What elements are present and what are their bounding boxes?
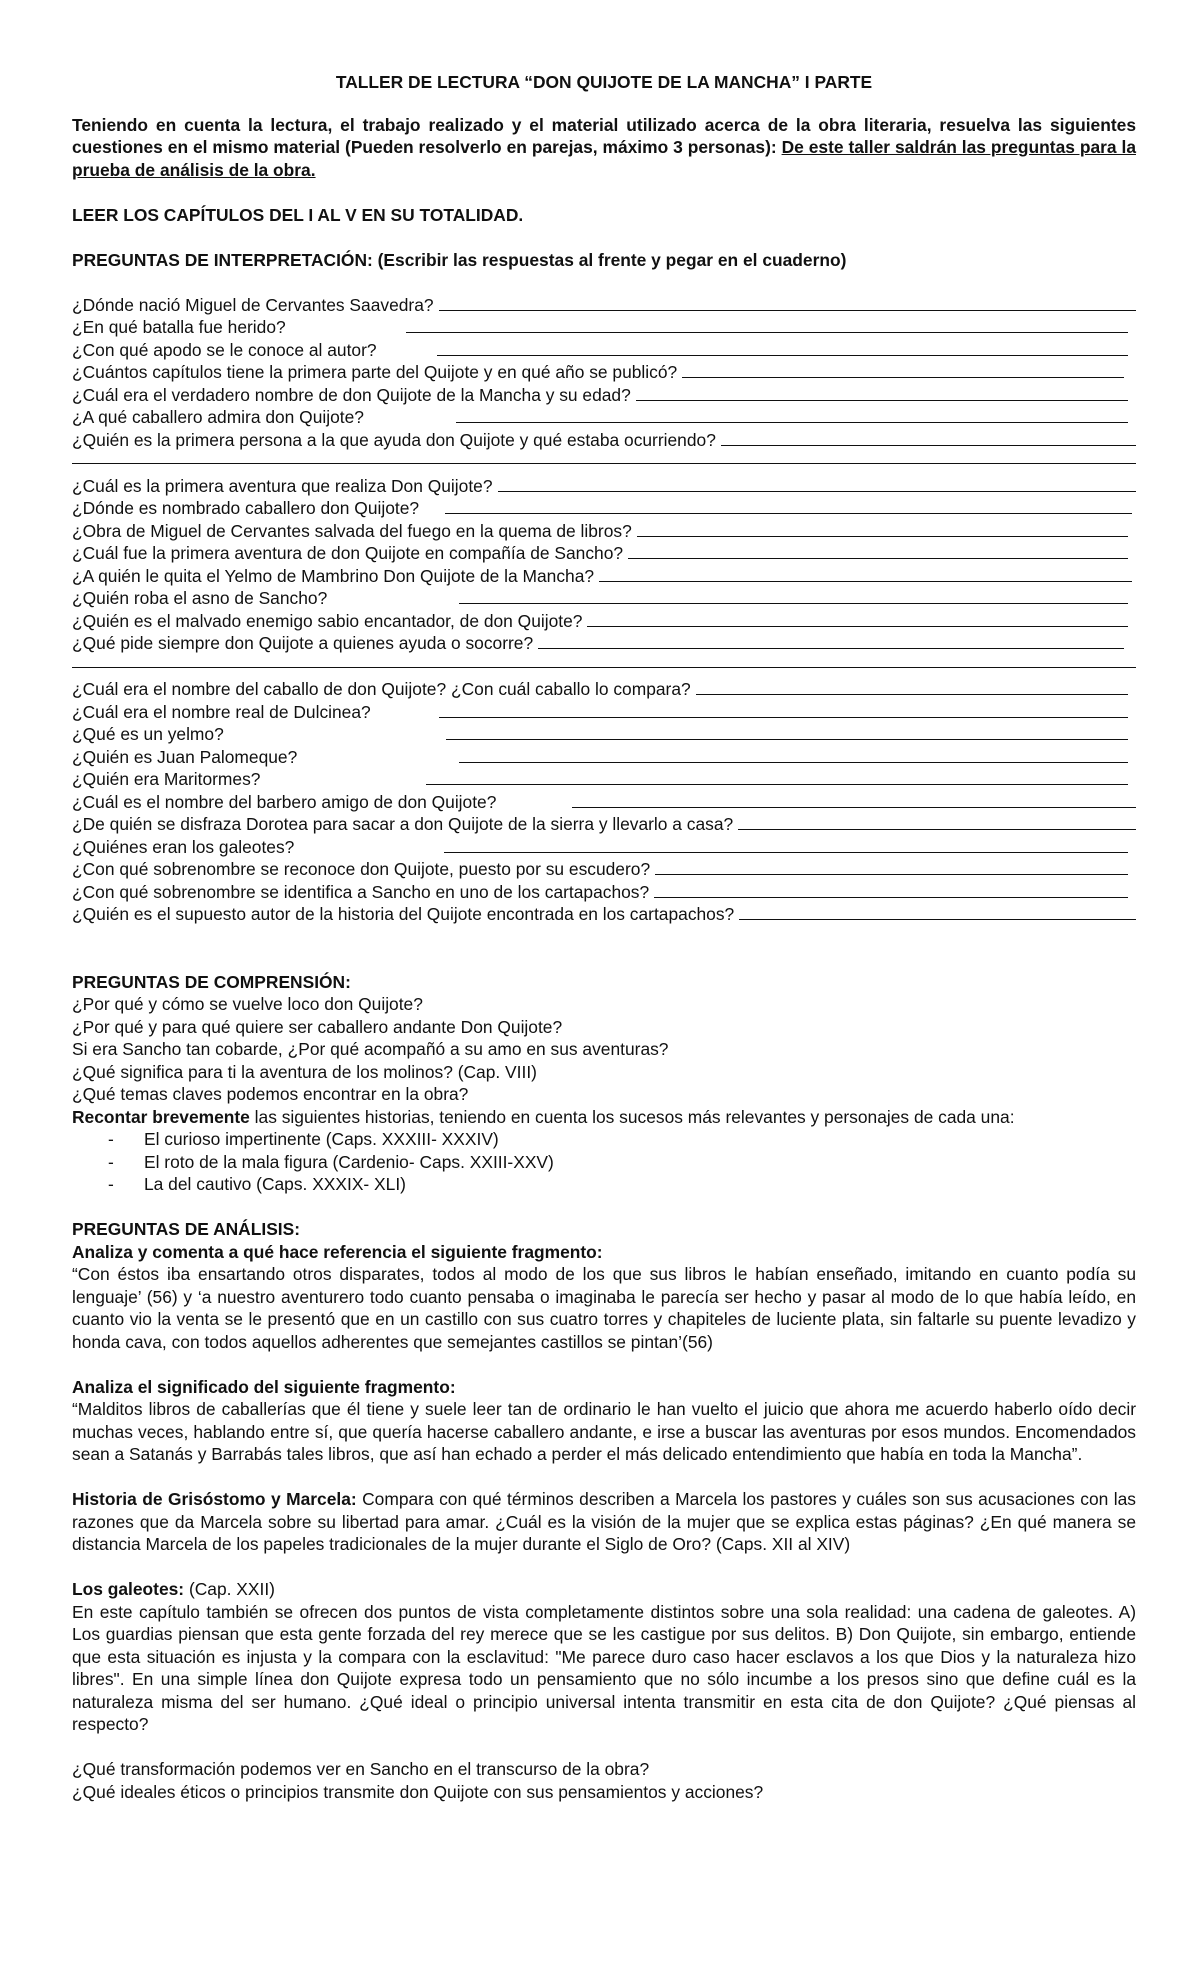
- answer-line[interactable]: [739, 903, 1136, 920]
- list-item: [72, 1173, 1136, 1196]
- question-row: [72, 791, 1136, 814]
- section-label: Historia de Grisóstomo y Marcela:: [72, 1489, 357, 1509]
- question-row: [72, 701, 1136, 724]
- story-list: [72, 1128, 1136, 1196]
- final-question: ¿Qué ideales éticos o principios transmite don Quijote con sus pensamientos y acciones?: [72, 1781, 764, 1802]
- question-text: ¿Qué pide siempre don Quijote a quienes ayuda o socorre?: [72, 633, 534, 653]
- story-title: El roto de la mala figura (Cardenio- Caps. XXIII-XXV): [144, 1151, 554, 1172]
- answer-line-full[interactable]: [72, 655, 1136, 668]
- question-text: ¿Dónde es nombrado caballero don Quijote?: [72, 498, 420, 518]
- comprehension-question: ¿Por qué y para qué quiere ser caballero andante Don Quijote?: [72, 1016, 563, 1037]
- question-text: ¿Cuál era el nombre real de Dulcinea?: [72, 701, 371, 722]
- question-text: ¿Con qué sobrenombre se reconoce don Quijote, puesto por su escudero?: [72, 859, 651, 879]
- answer-line[interactable]: [587, 610, 1128, 627]
- question-row: [72, 610, 1136, 633]
- comprehension-question: ¿Por qué y cómo se vuelve loco don Quijote?: [72, 994, 423, 1014]
- comprehension-heading: PREGUNTAS DE COMPRENSIÓN:: [72, 971, 351, 992]
- question-text: ¿Con qué sobrenombre se identifica a Sancho en uno de los cartapachos?: [72, 881, 650, 902]
- list-marker: -: [108, 1174, 114, 1194]
- question-row: [72, 565, 1136, 588]
- question-text: ¿Cuál fue la primera aventura de don Quijote en compañía de Sancho?: [72, 543, 624, 563]
- interpretation-questions: [72, 294, 1136, 926]
- analysis-subheading: Analiza el significado del siguiente fragmento:: [72, 1376, 456, 1397]
- section-text: Compara con qué términos describen a Marcela los pastores y cuáles son sus acusaciones con las razones que da Marcela sobre su libertad para amar. ¿Cuál es la visión de la mujer que se explica estas páginas? ¿En qué manera se distancia Marcela de los papeles tradicionales de la mujer durante el Siglo de Oro? (Caps. XII al XIV): [72, 1489, 1136, 1554]
- question-row: [72, 836, 1136, 859]
- question-text: ¿Quién es el supuesto autor de la historia del Quijote encontrada en los cartapachos?: [72, 904, 735, 924]
- question-row: [72, 587, 1136, 610]
- question-text: ¿A quién le quita el Yelmo de Mambrino Don Quijote de la Mancha?: [72, 565, 595, 586]
- list-marker: -: [108, 1151, 114, 1172]
- question-text: ¿Quién es Juan Palomeque?: [72, 746, 298, 767]
- answer-line[interactable]: [445, 497, 1132, 514]
- question-text: ¿Cuál era el nombre del caballo de don Quijote? ¿Con cuál caballo lo compara?: [72, 679, 691, 699]
- list-item: [72, 1151, 1136, 1174]
- question-text: ¿Cuál era el verdadero nombre de don Quijote de la Mancha y su edad?: [72, 384, 631, 405]
- question-text: ¿Quiénes eran los galeotes?: [72, 836, 295, 857]
- question-row: [72, 361, 1136, 384]
- answer-line[interactable]: [655, 858, 1128, 875]
- question-row: [72, 881, 1136, 904]
- question-row: [72, 813, 1136, 836]
- fragment-text: “Con éstos iba ensartando otros disparates, todos al modo de los que sus libros le habían enseñado, imitando en cuanto podía su lenguaje’ (56) y ‘a nuestro aventurero todo cuanto pensaba o imaginaba le parecía ser hecho y pasar al modo de lo que había leído, en cuanto vio la venta se le presentó que en un castillo con sus cuatro torres y chapiteles de luciente plata, sin faltarle su puente levadizo y honda cava, con todos aquellos adherentes que semejantes castillos se pintan’(56): [72, 1264, 1136, 1352]
- question-row: [72, 475, 1136, 498]
- answer-line-full[interactable]: [72, 451, 1136, 464]
- question-text: ¿Obra de Miguel de Cervantes salvada del fuego en la quema de libros?: [72, 520, 632, 541]
- question-text: ¿En qué batalla fue herido?: [72, 317, 286, 337]
- answer-line[interactable]: [721, 429, 1136, 446]
- answer-line[interactable]: [682, 361, 1124, 378]
- question-text: ¿A qué caballero admira don Quijote?: [72, 407, 364, 427]
- list-item: [72, 1128, 1136, 1151]
- analysis-subheading: Analiza y comenta a qué hace referencia el siguiente fragmento:: [72, 1241, 603, 1262]
- answer-line[interactable]: [444, 836, 1128, 853]
- answer-line[interactable]: [437, 339, 1128, 356]
- answer-line[interactable]: [654, 881, 1128, 898]
- question-text: ¿Con qué apodo se le conoce al autor?: [72, 339, 377, 360]
- question-row: [72, 632, 1136, 655]
- answer-line[interactable]: [538, 632, 1124, 649]
- answer-line[interactable]: [599, 565, 1132, 582]
- answer-line[interactable]: [439, 701, 1128, 718]
- page-title: TALLER DE LECTURA “DON QUIJOTE DE LA MANCHA” I PARTE: [335, 72, 873, 92]
- answer-line[interactable]: [637, 520, 1128, 537]
- question-row: [72, 678, 1136, 701]
- answer-line[interactable]: [406, 316, 1128, 333]
- intro-paragraph: [72, 114, 1136, 182]
- answer-line[interactable]: [459, 587, 1128, 604]
- section-label: Los galeotes:: [72, 1579, 185, 1599]
- question-text: ¿Quién roba el asno de Sancho?: [72, 588, 328, 608]
- fragment-text: “Malditos libros de caballerías que él tiene y suele leer tan de ordinario le han vuelto el juicio que ahora me acuerdo haberlo oído decir muchas veces, hablando entre sí, que quería hacerse caballero andante, e irse a buscar las aventuras por esos mundos. Encomendados sean a Satanás y Barrabás tales libros, que así han echado a perder el más delicado entendimiento que había en toda la Mancha”.: [72, 1399, 1136, 1464]
- answer-line[interactable]: [498, 475, 1137, 492]
- answer-line[interactable]: [459, 746, 1128, 763]
- question-row: [72, 768, 1136, 791]
- story-title: El curioso impertinente (Caps. XXXIII- XXXIV): [144, 1129, 499, 1149]
- question-row: [72, 406, 1136, 429]
- question-row: [72, 294, 1136, 317]
- galeotes-text: En este capítulo también se ofrecen dos puntos de vista completamente distintos sobre una sola realidad: una cadena de galeotes. A) Los guardias piensan que esta gente forzada del rey merece que se les castigue por sus delitos. B) Don Quijote, sin embargo, entiende que esta situación es injusta y la compara con la esclavitud: "Me parece duro caso hacer esclavos a los que Dios y la naturaleza hizo libres". En una simple línea don Quijote expresa todo un pensamiento que no sólo incumbe a los presos sino que define cuál es la naturaleza misma del ser humano. ¿Qué ideal o principio universal intenta transmitir en esta cita de don Quijote? ¿Qué piensas al respecto?: [72, 1601, 1136, 1734]
- question-text: ¿De quién se disfraza Dorotea para sacar a don Quijote de la sierra y llevarlo a casa?: [72, 814, 734, 834]
- analysis-heading: PREGUNTAS DE ANÁLISIS:: [72, 1219, 301, 1239]
- recount-text: las siguientes historias, teniendo en cuenta los sucesos más relevantes y personajes de cada una:: [249, 1106, 1015, 1127]
- galeotes-heading: [72, 1578, 1136, 1601]
- question-row: [72, 339, 1136, 362]
- intro-text: Teniendo en cuenta la lectura, el trabajo realizado y el material utilizado acerca de la obra literaria, resuelva las siguientes cuestiones en el mismo material (Pueden resolverlo en parejas, máximo 3 personas):: [72, 114, 1136, 157]
- question-row: [72, 903, 1136, 926]
- recount-instruction: [72, 1106, 1136, 1129]
- recount-label: Recontar brevemente: [72, 1106, 250, 1127]
- answer-line[interactable]: [572, 791, 1136, 808]
- question-text: ¿Cuál es el nombre del barbero amigo de don Quijote?: [72, 791, 497, 812]
- question-row: [72, 384, 1136, 407]
- question-row: [72, 497, 1136, 520]
- question-row: [72, 542, 1136, 565]
- intro-underlined-note: De este taller saldrán las preguntas para la prueba de análisis de la obra.: [72, 137, 1136, 180]
- question-row: [72, 316, 1136, 339]
- question-text: ¿Cuál es la primera aventura que realiza Don Quijote?: [72, 475, 493, 496]
- question-text: ¿Quién era Maritormes?: [72, 769, 261, 789]
- interpretation-heading: PREGUNTAS DE INTERPRETACIÓN: (Escribir las respuestas al frente y pegar en el cuaderno): [72, 249, 847, 270]
- final-question: ¿Qué transformación podemos ver en Sancho en el transcurso de la obra?: [72, 1759, 650, 1779]
- question-text: ¿Quién es la primera persona a la que ayuda don Quijote y qué estaba ocurriendo?: [72, 429, 716, 450]
- comprehension-question: Si era Sancho tan cobarde, ¿Por qué acompañó a su amo en sus aventuras?: [72, 1039, 669, 1059]
- question-row: [72, 723, 1136, 746]
- question-text: ¿Quién es el malvado enemigo sabio encantador, de don Quijote?: [72, 610, 583, 631]
- chapter-ref: (Cap. XXII): [184, 1579, 275, 1599]
- answer-line[interactable]: [696, 678, 1128, 695]
- story-title: La del cautivo (Caps. XXXIX- XLI): [144, 1174, 406, 1194]
- grisostomo-marcela-section: [72, 1488, 1136, 1556]
- question-text: ¿Qué es un yelmo?: [72, 724, 224, 744]
- answer-line[interactable]: [446, 723, 1128, 740]
- reading-instruction: LEER LOS CAPÍTULOS DEL I AL V EN SU TOTALIDAD.: [72, 204, 524, 225]
- answer-line[interactable]: [628, 542, 1128, 559]
- question-row: [72, 746, 1136, 769]
- question-text: ¿Dónde nació Miguel de Cervantes Saavedra?: [72, 294, 434, 315]
- comprehension-question: ¿Qué significa para ti la aventura de los molinos? (Cap. VIII): [72, 1061, 537, 1082]
- question-row: [72, 520, 1136, 543]
- comprehension-question: ¿Qué temas claves podemos encontrar en la obra?: [72, 1084, 469, 1104]
- answer-line[interactable]: [439, 294, 1136, 311]
- question-text: ¿Cuántos capítulos tiene la primera parte del Quijote y en qué año se publicó?: [72, 362, 678, 382]
- answer-line[interactable]: [738, 813, 1136, 830]
- question-row: [72, 858, 1136, 881]
- list-marker: -: [108, 1129, 114, 1149]
- answer-line[interactable]: [636, 384, 1128, 401]
- answer-line[interactable]: [426, 768, 1128, 785]
- question-row: [72, 429, 1136, 452]
- answer-line[interactable]: [456, 406, 1128, 423]
